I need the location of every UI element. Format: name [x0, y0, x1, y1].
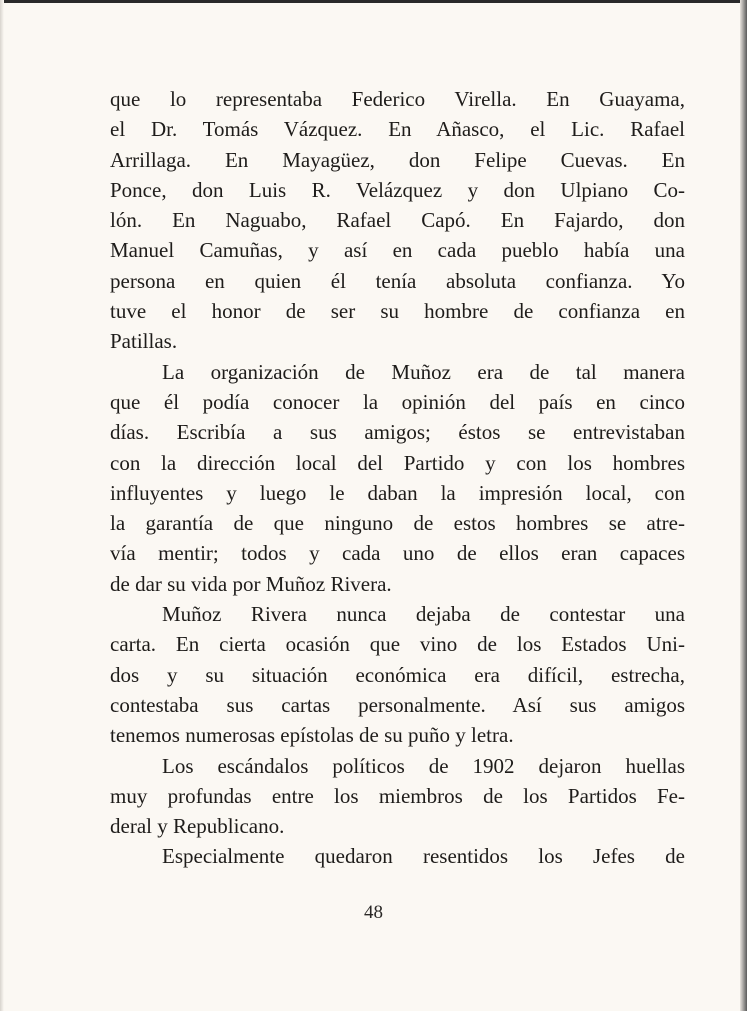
text-line: con la dirección local del Partido y con los hombres	[110, 450, 685, 475]
page-number: 48	[364, 902, 383, 923]
page-left-edge	[0, 0, 4, 1011]
text-line: deral y Republicano.	[110, 814, 285, 839]
text-line: que lo representaba Federico Virella. En Guayama,	[110, 87, 685, 111]
text-line: Especialmente quedaron resentidos los Jefes de	[162, 844, 685, 869]
text-line: tenemos numerosas epístolas de su puño y letra.	[110, 723, 514, 748]
text-line: La organización de Muñoz era de tal manera	[162, 359, 685, 384]
page-right-edge	[740, 0, 747, 1011]
text-line: Los escándalos políticos de 1902 dejaron huellas	[162, 753, 685, 778]
text-line: persona en quien él tenía absoluta confianza. Yo	[110, 268, 685, 293]
text-line: lón. En Naguabo, Rafael Capó. En Fajardo, don	[110, 208, 685, 233]
text-line: carta. En cierta ocasión que vino de los Estados Uni-	[110, 632, 685, 657]
text-line: tuve el honor de ser su hombre de confianza en	[110, 299, 685, 324]
text-line: el Dr. Tomás Vázquez. En Añasco, el Lic. Rafael	[110, 117, 685, 142]
body-text	[110, 84, 685, 872]
text-line: dos y su situación económica era difícil, estrecha,	[110, 662, 685, 687]
text-line: de dar su vida por Muñoz Rivera.	[110, 571, 392, 596]
text-line: Arrillaga. En Mayagüez, don Felipe Cuevas. En	[110, 147, 685, 172]
text-line: vía mentir; todos y cada uno de ellos eran capaces	[110, 541, 685, 566]
text-line: días. Escribía a sus amigos; éstos se entrevistaban	[110, 420, 685, 445]
page-top-edge	[0, 0, 747, 3]
text-line: influyentes y luego le daban la impresión local, con	[110, 480, 685, 505]
text-line: la garantía de que ninguno de estos hombres se atre-	[110, 511, 685, 536]
text-line: Patillas.	[110, 329, 178, 354]
text-line: Manuel Camuñas, y así en cada pueblo había una	[110, 238, 685, 263]
text-line: contestaba sus cartas personalmente. Así sus amigos	[110, 692, 685, 717]
text-line: Ponce, don Luis R. Velázquez y don Ulpiano Co-	[110, 177, 685, 202]
text-line: que él podía conocer la opinión del país en cinco	[110, 389, 685, 414]
text-line: muy profundas entre los miembros de los Partidos Fe-	[110, 783, 685, 808]
text-line: Muñoz Rivera nunca dejaba de contestar una	[162, 602, 685, 627]
